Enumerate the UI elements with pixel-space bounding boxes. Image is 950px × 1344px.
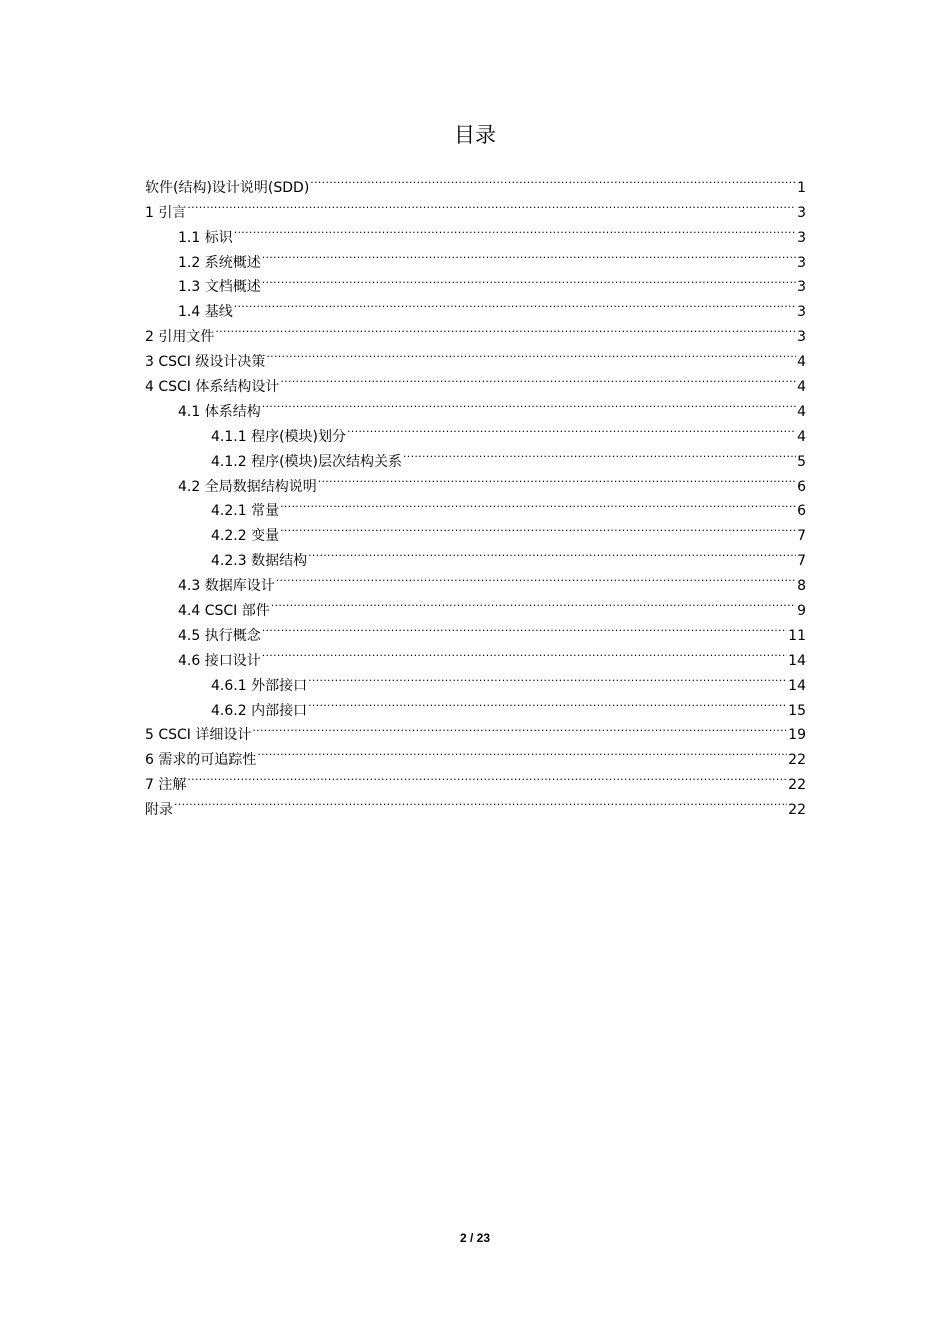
toc-dot-leader: [280, 491, 796, 516]
toc-dot-leader: [234, 291, 796, 316]
toc-entry-label: 1.1 标识: [178, 229, 233, 246]
toc-dot-leader: [234, 217, 796, 242]
toc-entry-page: 9: [797, 603, 806, 620]
toc-entry[interactable]: [145, 167, 806, 196]
toc-entry-label: 4.5 执行概念: [178, 627, 261, 644]
toc-entry-page: 14: [788, 677, 806, 694]
toc-dot-leader: [266, 341, 796, 366]
toc-entry-page: 15: [788, 702, 806, 719]
toc-entry[interactable]: [145, 291, 806, 321]
toc-entry-page: 4: [797, 403, 806, 420]
toc-dot-leader: [308, 665, 787, 690]
toc-dot-leader: [262, 615, 787, 640]
toc-entry-page: 11: [788, 627, 806, 644]
page-number: 2 / 23: [459, 1231, 491, 1245]
toc-dot-leader: [187, 192, 796, 217]
toc-entry-label: 4.3 数据库设计: [178, 578, 275, 595]
table-of-contents: [145, 167, 806, 819]
toc-entry-page: 7: [797, 528, 806, 545]
toc-dot-leader: [262, 267, 796, 292]
toc-entry-label: 4.2.3 数据结构: [211, 553, 308, 570]
toc-entry-page: 4: [797, 428, 806, 445]
toc-entry-label: 1.2 系统概述: [178, 254, 261, 271]
toc-entry-label: 附录: [145, 802, 173, 819]
toc-entry-page: 19: [788, 727, 806, 744]
toc-entry-page: 14: [788, 652, 806, 669]
toc-entry-page: 5: [797, 453, 806, 470]
toc-dot-leader: [257, 739, 787, 764]
toc-dot-leader: [187, 764, 787, 789]
toc-entry-label: 4 CSCI 体系结构设计: [145, 379, 280, 396]
toc-entry[interactable]: [145, 192, 806, 221]
toc-entry-label: 4.6 接口设计: [178, 652, 261, 669]
toc-entry[interactable]: [145, 789, 806, 819]
toc-dot-leader: [276, 565, 796, 590]
toc-entry-page: 22: [788, 777, 806, 794]
toc-entry-page: 7: [797, 553, 806, 570]
toc-entry-label: 1 引言: [145, 204, 187, 221]
toc-dot-leader: [308, 690, 787, 715]
toc-dot-leader: [262, 640, 787, 665]
toc-entry[interactable]: [145, 764, 806, 794]
toc-entry[interactable]: [145, 242, 806, 271]
toc-entry-page: 3: [797, 304, 806, 321]
toc-entry-page: 3: [797, 204, 806, 221]
toc-entry-page: 3: [797, 279, 806, 296]
toc-dot-leader: [215, 316, 796, 341]
toc-entry[interactable]: [145, 217, 806, 246]
toc-entry-page: 6: [797, 503, 806, 520]
toc-entry-page: 22: [788, 752, 806, 769]
toc-entry-label: 4.2.2 变量: [211, 528, 280, 545]
toc-entry-label: 7 注解: [145, 777, 187, 794]
toc-entry-page: 3: [797, 229, 806, 246]
toc-entry-label: 4.4 CSCI 部件: [178, 603, 270, 620]
toc-dot-leader: [174, 789, 787, 814]
toc-entry[interactable]: [145, 341, 806, 371]
toc-dot-leader: [262, 391, 796, 416]
toc-dot-leader: [308, 540, 796, 565]
toc-entry-page: 8: [797, 578, 806, 595]
toc-entry-label: 3 CSCI 级设计决策: [145, 354, 266, 371]
toc-entry-label: 4.2 全局数据结构说明: [178, 478, 317, 495]
toc-entry-label: 4.6.2 内部接口: [211, 702, 308, 719]
toc-entry-page: 6: [797, 478, 806, 495]
toc-entry-page: 4: [797, 379, 806, 396]
toc-entry-page: 22: [788, 802, 806, 819]
toc-dot-leader: [318, 466, 796, 491]
toc-dot-leader: [310, 167, 796, 192]
toc-dot-leader: [347, 416, 796, 441]
toc-entry-label: 5 CSCI 详细设计: [145, 727, 252, 744]
toc-entry-label: 4.1.1 程序(模块)划分: [211, 428, 346, 445]
toc-entry-page: 4: [797, 354, 806, 371]
toc-title-text: 目录: [454, 123, 496, 147]
toc-dot-leader: [280, 366, 796, 391]
toc-entry-label: 软件(结构)设计说明(SDD): [145, 179, 310, 196]
toc-entry-label: 4.1 体系结构: [178, 403, 261, 420]
toc-entry-label: 6 需求的可追踪性: [145, 752, 257, 769]
toc-entry-label: 4.1.2 程序(模块)层次结构关系: [211, 453, 402, 470]
toc-entry[interactable]: [145, 316, 806, 346]
toc-entry-page: 3: [797, 329, 806, 346]
toc-entry-page: 1: [797, 179, 806, 196]
toc-title: [0, 120, 950, 150]
toc-dot-leader: [271, 590, 796, 615]
toc-entry-label: 2 引用文件: [145, 329, 215, 346]
toc-entry-page: 3: [797, 254, 806, 271]
toc-entry-label: 4.2.1 常量: [211, 503, 280, 520]
toc-dot-leader: [262, 242, 796, 267]
toc-dot-leader: [252, 715, 787, 740]
toc-entry-label: 1.4 基线: [178, 304, 233, 321]
toc-entry-label: 1.3 文档概述: [178, 279, 261, 296]
toc-dot-leader: [280, 515, 796, 540]
toc-entry-label: 4.6.1 外部接口: [211, 677, 308, 694]
toc-dot-leader: [403, 441, 796, 466]
